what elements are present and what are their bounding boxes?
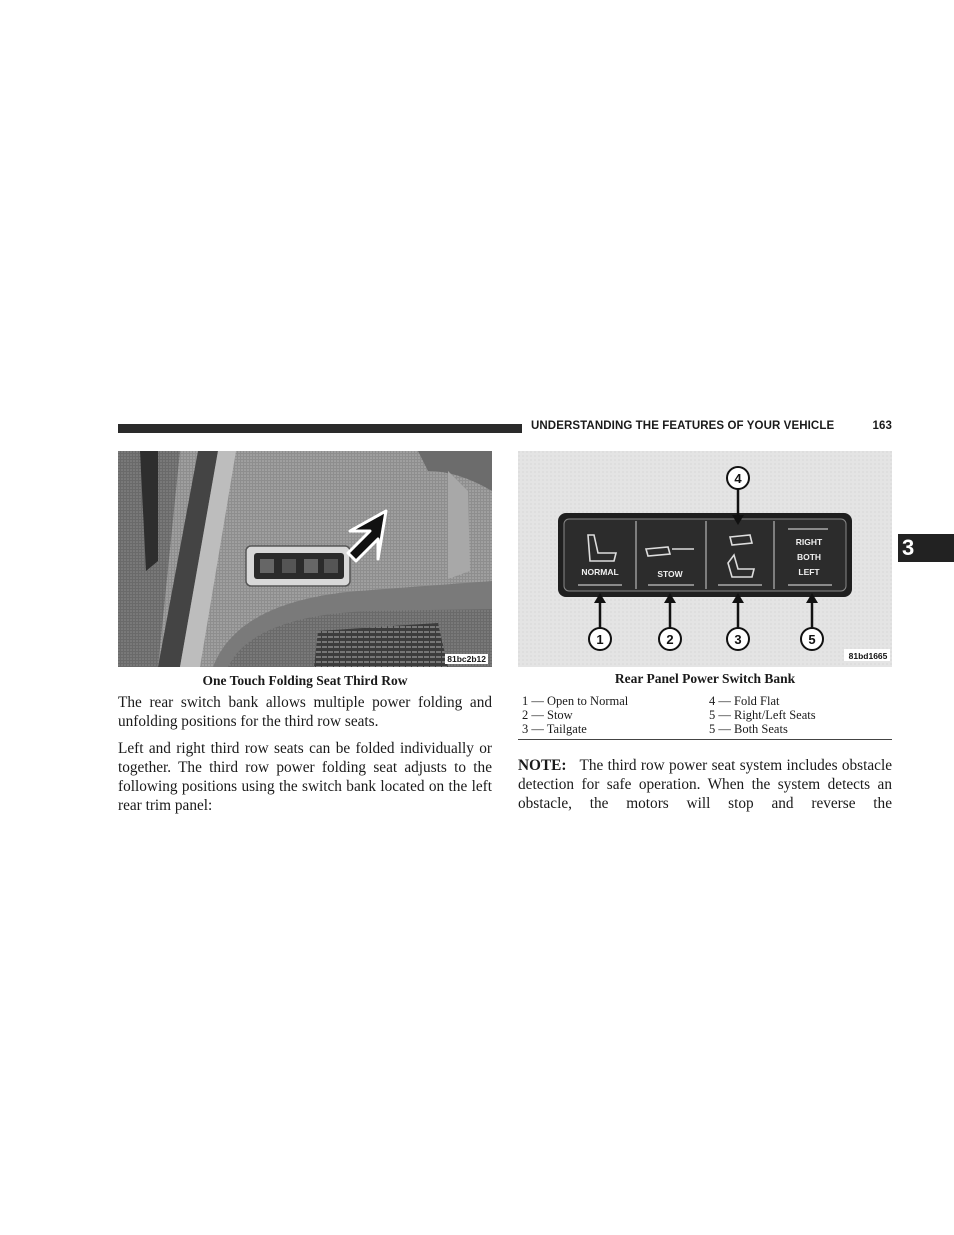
figure2-caption: Rear Panel Power Switch Bank [614, 671, 796, 686]
label-both: BOTH [796, 552, 822, 562]
seat-switch-photo [118, 451, 492, 667]
legend-item: 5 — Right/Left Seats [709, 708, 816, 722]
running-header [531, 420, 892, 432]
callout-4: 4 [734, 471, 742, 486]
note-paragraph [518, 756, 892, 813]
image-code: 81bd1665 [848, 651, 888, 661]
note-label: NOTE: [518, 757, 567, 774]
header-rule [118, 424, 522, 433]
section-title: UNDERSTANDING THE FEATURES OF YOUR VEHICLE [531, 420, 835, 432]
legend-rule [518, 739, 892, 740]
body-paragraph-1: The rear switch bank allows multiple power folding and unfolding positions for the third row seats. [118, 694, 492, 730]
label-normal: NORMAL [581, 567, 619, 577]
label-stow: STOW [657, 569, 683, 579]
body-paragraph-2: Left and right third row seats can be folded individually or together. The third row power folding seat adjusts to the following positions using the switch bank located on the left rear trim panel: [118, 740, 492, 814]
legend-item: 4 — Fold Flat [709, 694, 780, 708]
legend-item: 3 — Tailgate [522, 722, 587, 736]
switch-bank-diagram [518, 451, 892, 667]
image-code: 81bc2b12 [447, 654, 486, 664]
callout-5: 5 [808, 632, 816, 647]
chapter-tab[interactable]: 3 [898, 534, 954, 562]
legend-right-column [709, 694, 816, 736]
page-number: 163 [872, 420, 892, 432]
label-left: LEFT [798, 567, 820, 577]
callout-1: 1 [596, 632, 604, 647]
legend-item: 1 — Open to Normal [522, 694, 629, 708]
callout-2: 2 [666, 632, 674, 647]
callout-3: 3 [734, 632, 742, 647]
legend-item: 2 — Stow [522, 708, 573, 722]
label-right: RIGHT [795, 537, 823, 547]
legend-item: 5 — Both Seats [709, 722, 788, 736]
legend-left-column [522, 694, 628, 736]
note-text: The third row power seat system includes obstacle detection for safe operation. When the system detects an obstacle, the motors will stop and reverse the [518, 757, 892, 812]
figure1-caption: One Touch Folding Seat Third Row [202, 673, 408, 688]
